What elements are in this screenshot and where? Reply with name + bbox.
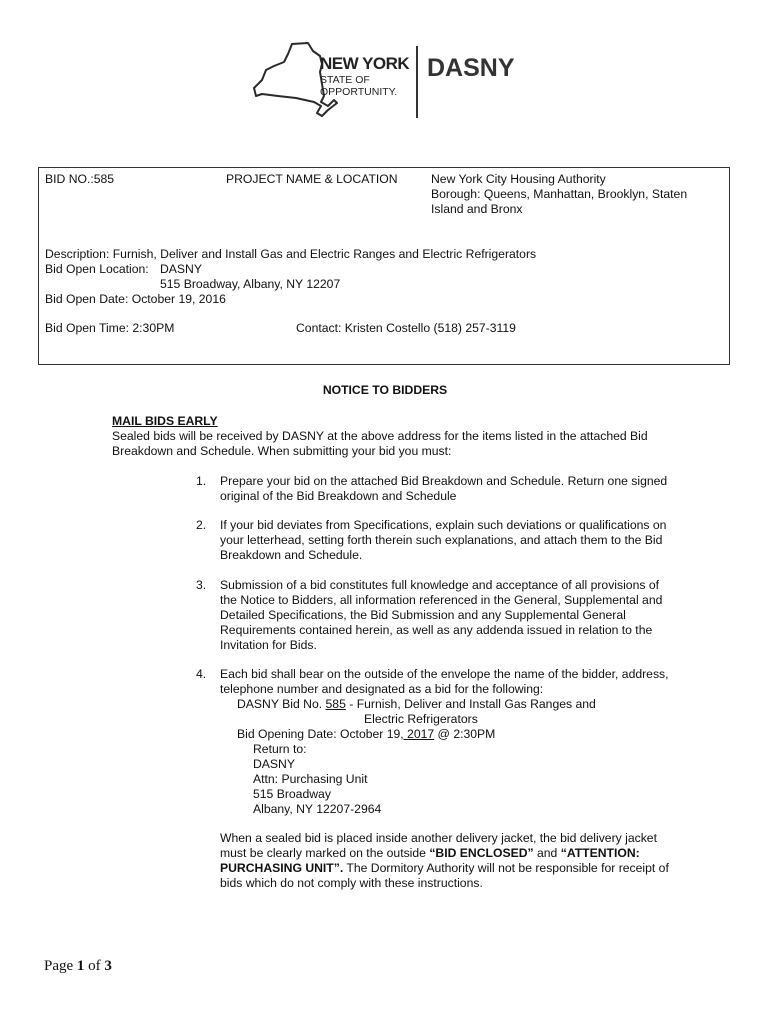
intro-text-line: Sealed bids will be received by DASNY at the above address for the items listed in the attached Bid xyxy=(112,429,648,443)
project-location-line: Borough: Queens, Manhattan, Brooklyn, Staten xyxy=(431,187,688,201)
return-address-line: Attn: Purchasing Unit xyxy=(253,772,368,786)
notice-title: NOTICE TO BIDDERS xyxy=(322,383,448,397)
project-location-line: New York City Housing Authority xyxy=(431,172,606,186)
envelope-bid-line-2: Electric Refrigerators xyxy=(364,712,478,726)
envelope-bid-line xyxy=(237,697,596,712)
bid-open-date: Bid Open Date: October 19, 2016 xyxy=(45,292,226,306)
list-item-text: original of the Bid Breakdown and Schedule xyxy=(220,489,457,503)
logo-state-of-text: STATE OF xyxy=(320,74,370,86)
list-item-text: telephone number and designated as a bid for the following: xyxy=(220,682,544,696)
list-item-text: Invitation for Bids. xyxy=(220,638,317,652)
opening-date-year: , 2017 xyxy=(400,727,435,741)
return-address-line: 515 Broadway xyxy=(253,787,331,801)
bid-contact: Contact: Kristen Costello (518) 257-3119 xyxy=(296,321,516,335)
return-to-label: Return to: xyxy=(253,742,307,756)
logo-dasny-text: DASNY xyxy=(427,54,515,82)
opening-date-prefix: Bid Opening Date: October 19 xyxy=(237,727,401,741)
list-item-text: Each bid shall bear on the outside of the envelope the name of the bidder, address, xyxy=(220,667,669,681)
closing-text-segment: The Dormitory Authority will not be responsible for receipt of xyxy=(343,861,669,875)
bid-description: Description: Furnish, Deliver and Install Gas and Electric Ranges and Electric Refrigerators xyxy=(45,247,537,261)
logo-new-york-text: NEW YORK xyxy=(320,54,410,73)
project-name-label: PROJECT NAME & LOCATION xyxy=(226,172,398,186)
total-pages: 3 xyxy=(104,958,112,974)
closing-text-line: When a sealed bid is placed inside another delivery jacket, the bid delivery jacket xyxy=(220,831,657,845)
list-item-text: Detailed Specifications, the Bid Submission and any Supplemental General xyxy=(220,608,626,622)
list-item-number: 1. xyxy=(196,474,207,488)
list-item-text: If your bid deviates from Specifications, explain such deviations or qualifications on xyxy=(220,518,667,532)
bid-open-location-label: Bid Open Location: xyxy=(45,262,149,276)
list-item-text: Requirements contained herein, as well as any addenda issued in relation to the xyxy=(220,623,653,637)
list-item-text: your letterhead, setting forth therein such explanations, and attach them to the Bid xyxy=(220,533,663,547)
list-item-text: Prepare your bid on the attached Bid Breakdown and Schedule. Return one signed xyxy=(220,474,668,488)
bid-open-time: Bid Open Time: 2:30PM xyxy=(45,321,175,335)
bid-info-box xyxy=(38,167,730,365)
closing-text-line xyxy=(220,846,640,861)
logo-opportunity-text: OPPORTUNITY. xyxy=(320,86,398,98)
page-word: Page xyxy=(44,958,74,974)
project-location-line: Island and Bronx xyxy=(431,202,523,216)
current-page: 1 xyxy=(76,958,85,974)
list-item-text: Breakdown and Schedule. xyxy=(220,548,363,562)
return-address-line: Albany, NY 12207-2964 xyxy=(253,802,382,816)
opening-date-suffix: @ 2:30PM xyxy=(434,727,496,741)
envelope-opening-date xyxy=(237,727,495,742)
closing-text-segment: must be clearly marked on the outside xyxy=(220,846,430,860)
bid-enclosed-text: “BID ENCLOSED” xyxy=(429,846,534,860)
mail-bids-early-heading: MAIL BIDS EARLY xyxy=(112,414,218,428)
page-number xyxy=(44,958,112,975)
dasny-nys-logo xyxy=(250,40,540,122)
bid-open-location-address: 515 Broadway, Albany, NY 12207 xyxy=(160,277,341,291)
closing-text-line xyxy=(220,861,669,876)
list-item-text: the Notice to Bidders, all information referenced in the General, Supplemental and xyxy=(220,593,663,607)
attention-text: “ATTENTION: xyxy=(560,846,640,860)
envelope-bid-prefix: DASNY Bid No. xyxy=(237,697,326,711)
purchasing-unit-text: PURCHASING UNIT”. xyxy=(220,861,344,875)
list-item-number: 3. xyxy=(196,578,207,592)
bid-open-location-name: DASNY xyxy=(160,262,202,276)
list-item-number: 2. xyxy=(196,518,207,532)
envelope-bid-suffix: - Furnish, Deliver and Install Gas Ranges and xyxy=(345,697,596,711)
list-item-number: 4. xyxy=(196,667,207,681)
envelope-bid-number: 585 xyxy=(325,697,346,711)
of-word: of xyxy=(88,958,101,974)
intro-text-line: Breakdown and Schedule. When submitting your bid you must: xyxy=(112,444,452,458)
closing-text-line: bids which do not comply with these instructions. xyxy=(220,876,483,890)
closing-text-segment: and xyxy=(533,846,561,860)
return-address-line: DASNY xyxy=(253,757,295,771)
list-item-text: Submission of a bid constitutes full knowledge and acceptance of all provisions of xyxy=(220,578,660,592)
bid-number: BID NO.:585 xyxy=(45,172,115,186)
logo-divider xyxy=(416,46,418,118)
